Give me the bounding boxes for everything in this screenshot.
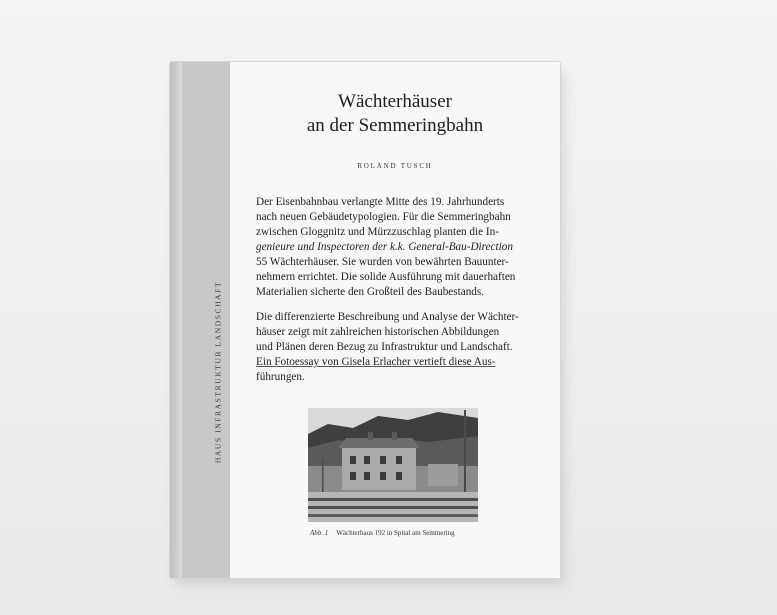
photo-caption bbox=[310, 529, 455, 537]
blurb-line: genieure und Inspectoren der k.k. General-Bau-Direction bbox=[256, 241, 513, 253]
book-author: ROLAND TUSCH bbox=[357, 162, 433, 170]
blurb-paragraph-1 bbox=[256, 195, 556, 300]
blurb-line: Der Eisenbahnbau verlangte Mitte des 19. Jahrhunderts bbox=[256, 196, 505, 208]
book-spine bbox=[170, 62, 182, 578]
series-band bbox=[182, 62, 230, 578]
blurb-paragraph-2 bbox=[256, 310, 556, 385]
title-line-2: an der Semmeringbahn bbox=[306, 115, 484, 136]
book-cover bbox=[230, 62, 560, 578]
blurb-line: Materialien sicherte den Großteil des Baubestands. bbox=[256, 286, 485, 298]
cover-photo-graphic bbox=[308, 408, 478, 522]
blurb-line: und Plänen deren Bezug zu Infrastruktur und Landschaft. bbox=[256, 341, 513, 353]
blurb-line: Die differenzierte Beschreibung und Analyse der Wächter- bbox=[256, 311, 519, 323]
book bbox=[170, 62, 560, 578]
blurb-line: führungen. bbox=[256, 371, 305, 383]
blurb-line: nehmern errichtet. Die solide Ausführung mit dauerhaften bbox=[256, 271, 516, 283]
blurb-line: zwischen Gloggnitz und Mürzzuschlag planten die In- bbox=[256, 226, 499, 238]
title-line-1: Wächterhäuser bbox=[338, 91, 452, 112]
caption-label: Abb. 1 bbox=[310, 529, 329, 537]
series-band-text: HAUS INFRASTRUKTUR LANDSCHAFT bbox=[213, 280, 223, 464]
blurb-line: Ein Fotoessay von Gisela Erlacher vertieft diese Aus- bbox=[256, 356, 496, 368]
book-title bbox=[230, 90, 560, 138]
blurb-line: 55 Wächterhäuser. Sie wurden von bewährten Bauunter- bbox=[256, 256, 509, 268]
blurb-line: nach neuen Gebäudetypologien. Für die Semmeringbahn bbox=[256, 211, 511, 223]
caption-text: Wächterhaus 192 in Spital am Semmering bbox=[336, 529, 455, 537]
cover-photo bbox=[308, 408, 478, 522]
blurb-line: häuser zeigt mit zahlreichen historischen Abbildungen bbox=[256, 326, 500, 338]
